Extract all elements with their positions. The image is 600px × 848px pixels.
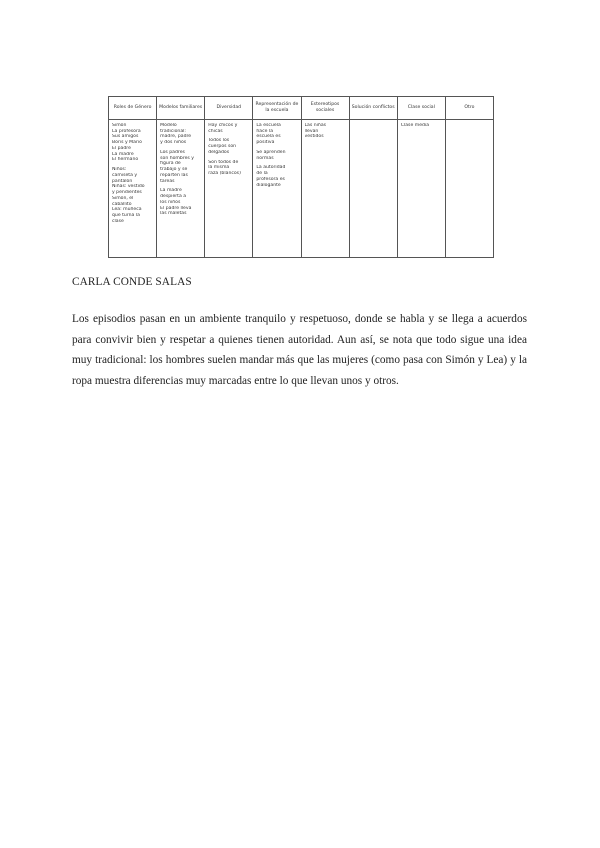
table-header-row: [109, 97, 494, 120]
cell-line: cuerpos son: [208, 144, 237, 150]
cell-line: La profesora: [112, 128, 141, 134]
cell-line: vestidos: [304, 134, 324, 140]
cell-line: La autoridad: [256, 165, 286, 171]
cell-line: La escuela: [256, 123, 281, 128]
cell-line: normas: [256, 155, 274, 161]
cell-line: Las niñas: [304, 123, 327, 128]
cell-line: El padre: [112, 145, 131, 151]
cell-line: Boris y Mario: [112, 140, 142, 146]
cell-line: tareas: [160, 178, 175, 184]
cell-line: llevan: [304, 128, 319, 134]
cell-line: figura de: [160, 161, 181, 167]
header-clase-social: Clase social: [397, 97, 445, 120]
cell-line: Niños:: [112, 167, 127, 173]
cell-line: Modelo: [160, 123, 177, 128]
cell-line: y pendientes: [112, 190, 142, 196]
cell-estereotipos-sociales: [301, 120, 349, 258]
cell-line: Niñas: vestido: [112, 184, 145, 190]
cell-line: chicas: [208, 128, 223, 134]
cell-line: Lea: muñeca: [112, 207, 142, 213]
cell-line: Se aprenden: [256, 149, 286, 155]
cell-line: son hombres y: [160, 155, 194, 161]
classification-table-figure: [108, 96, 494, 258]
header-roles-genero: Roles de Género: [109, 97, 157, 120]
cell-line: de la: [256, 171, 268, 177]
cell-line: tradicional:: [160, 128, 186, 134]
cell-line: Los padres: [160, 149, 185, 155]
cell-line: Hay chicos y: [208, 123, 238, 128]
cell-clase-social: [397, 120, 445, 258]
cell-line: Sus amigos: [112, 134, 139, 140]
cell-line: madre, padre: [160, 134, 192, 140]
cell-line: las maletas: [160, 211, 187, 217]
cell-line: profesora es: [256, 176, 285, 182]
cell-line: Simón, el: [112, 195, 134, 201]
cell-line: trabajo y se: [160, 167, 188, 173]
cell-line: la misma: [208, 165, 230, 171]
cell-line: El padre lleva: [160, 205, 192, 211]
header-otro: Otro: [445, 97, 493, 120]
cell-line: dialogante: [256, 182, 281, 188]
cell-line: raza (blancos): [208, 171, 241, 177]
cell-diversidad: [205, 120, 253, 258]
cell-modelos-familiares: [157, 120, 205, 258]
cell-line: El hermano: [112, 157, 139, 163]
cell-roles-genero: [109, 120, 157, 258]
header-solucion-conflictos: Solución conflictos: [349, 97, 397, 120]
cell-line: hace la: [256, 128, 274, 134]
cell-line: los niños: [160, 199, 181, 205]
cell-line: que turna la: [112, 213, 140, 219]
cell-line: positiva: [256, 140, 275, 146]
header-estereotipos-sociales: Estereotipos sociales: [301, 97, 349, 120]
cell-line: delgados: [208, 149, 230, 155]
cell-line: despierta a: [160, 194, 187, 200]
cell-line: pantalón: [112, 178, 133, 184]
cell-line: camiseta y: [112, 172, 138, 178]
cell-line: y dos niños: [160, 140, 187, 146]
cell-line: La madre: [160, 188, 182, 194]
cell-line: reparten las: [160, 172, 188, 178]
cell-representacion-escuela: [253, 120, 301, 258]
header-representacion-escuela: Representación de la escuela: [253, 97, 301, 120]
cell-solucion-conflictos: [349, 120, 397, 258]
cell-otro: [445, 120, 493, 258]
analysis-table: [108, 96, 494, 258]
table-row: [109, 120, 494, 258]
author-name: CARLA CONDE SALAS: [72, 276, 192, 288]
cell-line: La madre: [112, 151, 134, 157]
cell-line: Son todos de: [208, 159, 239, 165]
cell-line: Clase media: [400, 123, 430, 128]
cell-line: Simón: [112, 123, 127, 128]
cell-line: escuela es: [256, 134, 281, 140]
cell-line: clase: [112, 218, 124, 224]
header-modelos-familiares: Modelos familiares: [157, 97, 205, 120]
body-paragraph: Los episodios pasan en un ambiente tranquilo y respetuoso, donde se habla y se llega a acuerdos para convivir bien y respetar a quienes tienen autoridad. Aun así, se nota que todo sigue una idea muy tradicional: los hombres suelen mandar más que las mujeres (como pasa con Simón y Lea) y la ropa muestra diferencias muy marcadas entre lo que llevan unos y otros.: [72, 313, 527, 387]
header-diversidad: Diversidad: [205, 97, 253, 120]
cell-line: Todos los: [208, 138, 230, 144]
cell-line: caballito: [112, 201, 132, 207]
